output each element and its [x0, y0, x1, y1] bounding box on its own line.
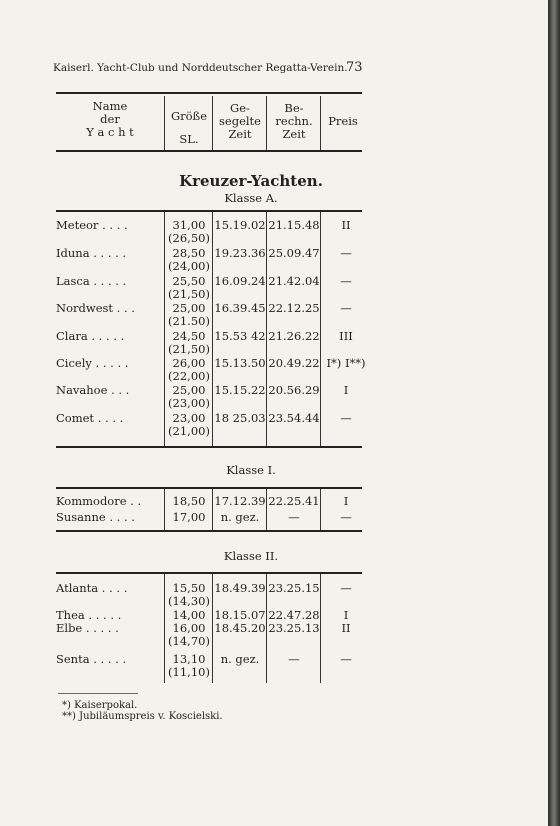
- column-divider: [164, 212, 165, 446]
- cell-prize: I: [343, 494, 349, 508]
- cell-name: Kommodore . .: [56, 494, 142, 508]
- cell-name: Nordwest . . .: [56, 301, 135, 315]
- cell-computed: 21.26.22: [268, 329, 320, 343]
- cell-sailed: 15.13.50: [214, 356, 266, 370]
- cell-computed: 25.09.47: [268, 246, 320, 260]
- cell-size-reduced: (21,50): [168, 342, 210, 356]
- footnote: *) Kaiserpokal.: [62, 700, 138, 711]
- header-sailed-time: Ge- segelte Zeit: [219, 101, 261, 141]
- cell-sailed: 15.53 42: [214, 329, 266, 343]
- column-divider: [164, 574, 165, 683]
- cell-sailed: 18 25.03: [214, 411, 266, 425]
- cell-size: 14,00: [172, 608, 206, 622]
- group-label: Klasse A.: [224, 191, 278, 205]
- cell-computed: 22.25.41: [268, 494, 320, 508]
- footnotes: [62, 700, 223, 722]
- group-bottom-rule: [56, 530, 362, 532]
- header-name: Name der Y a c h t: [86, 99, 134, 139]
- header-divider: [266, 96, 267, 150]
- header-top-rule: [56, 92, 362, 94]
- cell-computed: 22.12.25: [268, 301, 320, 315]
- column-divider: [212, 489, 213, 530]
- cell-name: Iduna . . . . .: [56, 246, 127, 260]
- cell-sailed: 18.15.07: [214, 608, 266, 622]
- cell-prize: I: [343, 383, 349, 397]
- column-divider: [320, 574, 321, 683]
- cell-sailed: 16.09.24: [214, 274, 266, 288]
- column-divider: [212, 574, 213, 683]
- cell-sailed: 19.23.36: [214, 246, 266, 260]
- group-top-rule: [56, 210, 362, 212]
- column-divider: [266, 574, 267, 683]
- cell-prize: —: [340, 246, 352, 260]
- cell-sailed: 18.45.20: [214, 621, 266, 635]
- cell-size: 24,50: [172, 329, 206, 343]
- cell-prize: II: [341, 218, 351, 232]
- cell-size-reduced: (21,00): [168, 424, 210, 438]
- cell-size: 16,00: [172, 621, 206, 635]
- cell-size-reduced: (11,10): [168, 665, 210, 679]
- column-divider: [320, 212, 321, 446]
- cell-size: 31,00: [172, 218, 206, 232]
- cell-size: 25,50: [172, 274, 206, 288]
- cell-size-reduced: (14,30): [168, 594, 210, 608]
- group-label: Klasse I.: [226, 463, 276, 477]
- cell-name: Lasca . . . . .: [56, 274, 127, 288]
- cell-computed: 20.49.22: [268, 356, 320, 370]
- cell-computed: 22.47.28: [268, 608, 320, 622]
- cell-sailed: 16.39.45: [214, 301, 266, 315]
- cell-prize: III: [339, 329, 353, 343]
- header-size: Größe SL.: [170, 109, 208, 146]
- cell-sailed: n. gez.: [220, 510, 260, 524]
- group-top-rule: [56, 487, 362, 489]
- cell-computed: 21.42.04: [268, 274, 320, 288]
- cell-computed: 23.54.44: [268, 411, 320, 425]
- cell-computed: 23.25.15: [268, 581, 320, 595]
- cell-prize: —: [340, 510, 352, 524]
- cell-size: 18,50: [172, 494, 206, 508]
- column-divider: [212, 212, 213, 446]
- group-top-rule: [56, 572, 362, 574]
- cell-size-reduced: (26,50): [168, 231, 210, 245]
- cell-computed: 23.25.13: [268, 621, 320, 635]
- cell-name: Cicely . . . . .: [56, 356, 129, 370]
- cell-size: 13,10: [172, 652, 206, 666]
- cell-sailed: 18.49.39: [214, 581, 266, 595]
- cell-prize: I*) I**): [326, 356, 366, 370]
- header-divider: [320, 96, 321, 150]
- header-divider: [212, 96, 213, 150]
- cell-size-reduced: (21.50): [168, 314, 210, 328]
- cell-prize: —: [340, 301, 352, 315]
- cell-computed: 21.15.48: [268, 218, 320, 232]
- cell-prize: —: [340, 581, 352, 595]
- group-bottom-rule: [56, 446, 362, 448]
- column-divider: [164, 489, 165, 530]
- cell-prize: —: [340, 652, 352, 666]
- cell-size-reduced: (21,50): [168, 287, 210, 301]
- cell-size: 28,50: [172, 246, 206, 260]
- cell-computed: —: [288, 510, 300, 524]
- cell-name: Meteor . . . .: [56, 218, 128, 232]
- cell-computed: 20.56.29: [268, 383, 320, 397]
- header-computed-time: Be- rechn. Zeit: [275, 101, 313, 141]
- cell-sailed: 15.19.02: [214, 218, 266, 232]
- cell-name: Susanne . . . .: [56, 510, 135, 524]
- header-bottom-rule: [56, 150, 362, 152]
- cell-size-reduced: (14,70): [168, 634, 210, 648]
- cell-prize: II: [341, 621, 351, 635]
- cell-name: Comet . . . .: [56, 411, 124, 425]
- cell-prize: I: [343, 608, 349, 622]
- group-label: Klasse II.: [223, 549, 279, 563]
- cell-prize: —: [340, 274, 352, 288]
- cell-size: 25,00: [172, 383, 206, 397]
- header-prize: Preis: [328, 114, 358, 128]
- cell-name: Navahoe . . .: [56, 383, 130, 397]
- cell-size-reduced: (24,00): [168, 259, 210, 273]
- footnote-rule: [58, 693, 138, 694]
- cell-size: 26,00: [172, 356, 206, 370]
- cell-name: Senta . . . . .: [56, 652, 127, 666]
- cell-name: Thea . . . . .: [56, 608, 122, 622]
- column-divider: [266, 489, 267, 530]
- footnote: **) Jubiläumspreis v. Koscielski.: [62, 711, 223, 722]
- section-title: Kreuzer-Yachten.: [179, 172, 323, 190]
- cell-size: 15,50: [172, 581, 206, 595]
- cell-sailed: n. gez.: [220, 652, 260, 666]
- cell-size: 23,00: [172, 411, 206, 425]
- cell-computed: —: [288, 652, 300, 666]
- cell-name: Clara . . . . .: [56, 329, 125, 343]
- book-spine: [548, 0, 560, 826]
- cell-size-reduced: (23,00): [168, 396, 210, 410]
- column-divider: [320, 489, 321, 530]
- cell-prize: —: [340, 411, 352, 425]
- cell-name: Atlanta . . . .: [56, 581, 128, 595]
- column-divider: [266, 212, 267, 446]
- cell-sailed: 17.12.39: [214, 494, 266, 508]
- running-head: Kaiserl. Yacht-Club und Norddeutscher Regatta-Verein.: [53, 62, 348, 74]
- cell-sailed: 15.15.22: [214, 383, 266, 397]
- cell-size: 17,00: [172, 510, 206, 524]
- cell-name: Elbe . . . . .: [56, 621, 119, 635]
- cell-size-reduced: (22,00): [168, 369, 210, 383]
- header-divider: [164, 96, 165, 150]
- page-number: 73: [346, 60, 363, 75]
- cell-size: 25,00: [172, 301, 206, 315]
